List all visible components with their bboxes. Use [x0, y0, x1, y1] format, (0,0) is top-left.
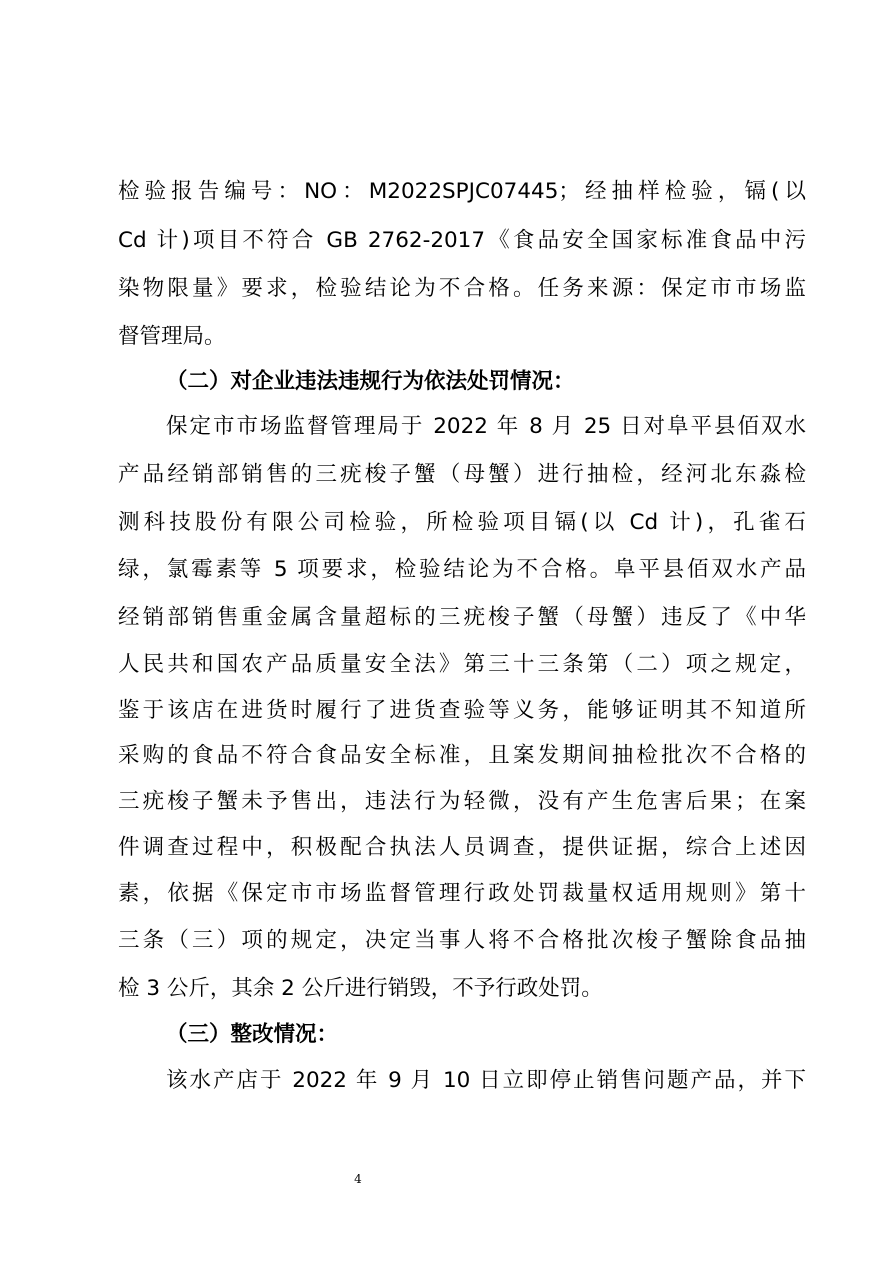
paragraph-line: 三疣梭子蟹未予售出，违法行为轻微，没有产生危害后果；在案: [118, 789, 806, 814]
paragraph-line: 鉴于该店在进货时履行了进货查验等义务，能够证明其不知道所: [118, 698, 806, 723]
paragraph-line: 素，依据《保定市市场监督管理行政处罚裁量权适用规则》第十: [118, 881, 806, 906]
paragraph-line: 件调查过程中，积极配合执法人员调查，提供证据，综合上述因: [118, 835, 806, 860]
paragraph-line: 保定市市场监督管理局于 2022 年 8 月 25 日对阜平县佰双水: [166, 414, 806, 439]
paragraph-line: 测科技股份有限公司检验，所检验项目镉(以 Cd 计)，孔雀石: [118, 510, 806, 535]
paragraph-line: 经销部销售重金属含量超标的三疣梭子蟹（母蟹）违反了《中华: [118, 605, 806, 630]
paragraph-line: Cd 计)项目不符合 GB 2762-2017《食品安全国家标准食品中污: [118, 228, 806, 253]
paragraph-line: 三条（三）项的规定，决定当事人将不合格批次梭子蟹除食品抽: [118, 928, 806, 953]
paragraph-line: 督管理局。: [118, 324, 226, 349]
paragraph-line: 产品经销部销售的三疣梭子蟹（母蟹）进行抽检，经河北东淼检: [118, 462, 806, 487]
paragraph-line: 人民共和国农产品质量安全法》第三十三条第（二）项之规定，: [118, 652, 806, 677]
section-heading: （二）对企业违法违规行为依法处罚情况：: [166, 369, 575, 394]
page-number: 4: [354, 1172, 362, 1186]
section-heading: （三）整改情况：: [166, 1022, 339, 1047]
paragraph-line: 采购的食品不符合食品安全标准，且案发期间抽检批次不合格的: [118, 743, 806, 768]
paragraph-line: 检 3 公斤，其余 2 公斤进行销毁，不予行政处罚。: [118, 976, 603, 1001]
paragraph-line: 染物限量》要求，检验结论为不合格。任务来源：保定市市场监: [118, 276, 806, 301]
paragraph-line: 绿，氯霉素等 5 项要求，检验结论为不合格。阜平县佰双水产品: [118, 557, 806, 582]
paragraph-line: 检验报告编号：NO：M2022SPJC07445；经抽样检验，镉(以: [118, 179, 806, 204]
paragraph-line: 该水产店于 2022 年 9 月 10 日立即停止销售问题产品，并下: [166, 1068, 806, 1093]
